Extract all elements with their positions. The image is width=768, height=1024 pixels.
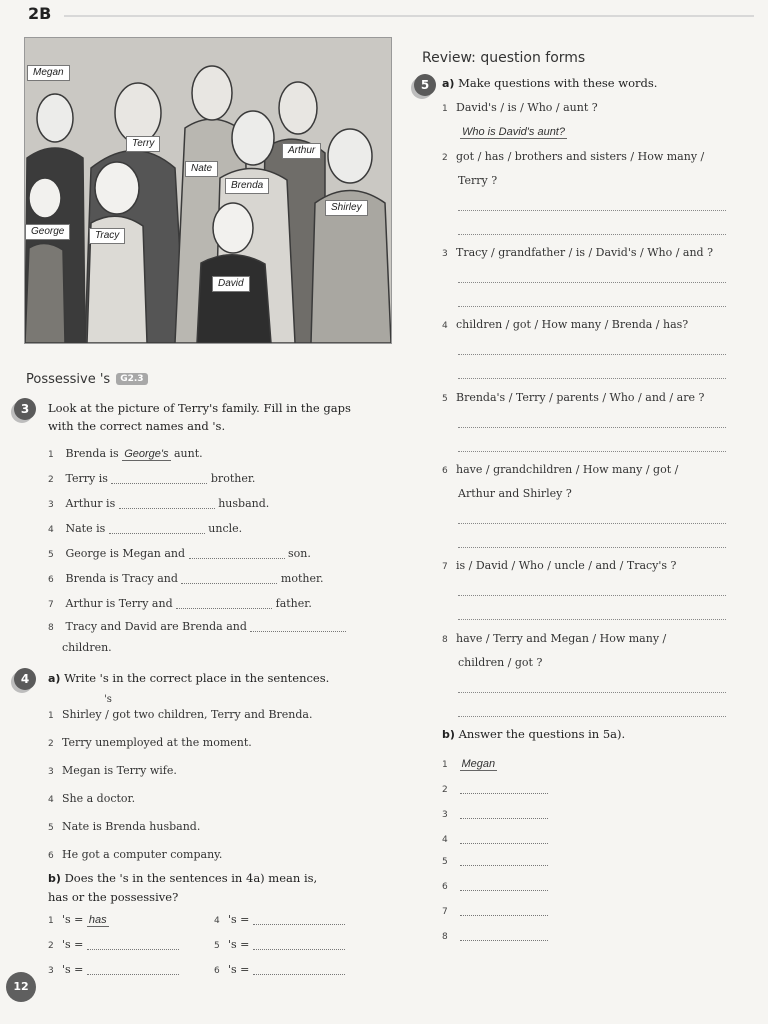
item-text-end: mother.: [280, 572, 324, 585]
label-george: George: [25, 224, 70, 240]
sample-answer: George's: [124, 448, 169, 460]
question-words: Brenda's / Terry / parents / Who / and / are ?: [456, 391, 705, 404]
item-number: 5: [442, 857, 448, 867]
ex5-item: [442, 558, 676, 575]
label-david: David: [212, 276, 250, 292]
label-arthur: Arthur: [282, 143, 321, 159]
ex3-item: [48, 471, 255, 488]
item-number: 5: [442, 394, 448, 404]
answer-blank[interactable]: [181, 573, 277, 584]
sample-answer: has: [88, 914, 107, 926]
answer-line[interactable]: [458, 306, 726, 307]
ex4-sentence: [48, 819, 200, 836]
ex4b-answer: [48, 962, 179, 979]
exercise-4a-instruction: [48, 669, 368, 688]
exercise-5b-instruction: [442, 725, 742, 744]
sentence-text: Nate is Brenda husband.: [62, 820, 201, 833]
item-number: 6: [442, 466, 448, 476]
ex5-item: [442, 100, 598, 117]
item-number: 5: [48, 823, 54, 833]
ex5-item: [442, 631, 666, 648]
item-number: 1: [48, 450, 54, 460]
item-text: Terry is: [65, 472, 108, 485]
ex3-item: [48, 521, 242, 538]
answer-line[interactable]: [458, 282, 726, 283]
item-text: Nate is: [65, 522, 106, 535]
answer-line[interactable]: [458, 210, 726, 211]
label-nate: Nate: [185, 161, 218, 177]
answer-line[interactable]: [458, 234, 726, 235]
item-number: 5: [48, 550, 54, 560]
page-number: 12: [6, 972, 36, 1002]
sentence-text: Terry unemployed at the moment.: [62, 736, 252, 749]
grammar-ref-tag: G2.3: [116, 373, 147, 385]
label-tracy: Tracy: [89, 228, 125, 244]
sentence-text: She a doctor.: [62, 792, 136, 805]
ex4-sentence: [48, 735, 252, 752]
ex5b-answer: [442, 853, 548, 870]
possessive-heading: [26, 372, 148, 387]
instruction-text: Make questions with these words.: [458, 76, 658, 90]
answer-line[interactable]: [458, 523, 726, 524]
item-number: 7: [442, 562, 448, 572]
answer-line[interactable]: [458, 427, 726, 428]
item-number: 3: [48, 966, 54, 976]
answer-blank[interactable]: [253, 939, 345, 950]
exercise-3-badge: 3: [14, 398, 36, 420]
instruction-text: Does the 's in the sentences in 4a) mean is, has or the possessive?: [48, 871, 318, 904]
answer-blank[interactable]: [460, 808, 548, 819]
item-number: 3: [48, 767, 54, 777]
ex5b-answer: [442, 806, 548, 823]
ex5-item-continuation: Arthur and Shirley ?: [458, 487, 572, 500]
item-number: 6: [48, 851, 54, 861]
ex5b-answer: [442, 831, 548, 848]
family-drawing: [25, 38, 391, 343]
answer-line[interactable]: [458, 378, 726, 379]
question-words: David's / is / Who / aunt ?: [456, 101, 598, 114]
family-illustration: [24, 37, 392, 344]
item-number: 3: [442, 810, 448, 820]
item-number: 8: [442, 932, 448, 942]
item-number: 8: [442, 635, 448, 645]
ex4b-answer: [214, 962, 345, 979]
item-number: 4: [214, 916, 220, 926]
sample-answer: Megan: [461, 758, 496, 770]
item-text: Arthur is: [65, 497, 116, 510]
item-text: George is Megan and: [65, 547, 186, 560]
label-megan: Megan: [27, 65, 70, 81]
item-text-end: husband.: [218, 497, 270, 510]
sentence-text: He got a computer company.: [62, 848, 223, 861]
label-terry: Terry: [126, 136, 160, 152]
answer-blank[interactable]: [250, 621, 346, 632]
item-number: 3: [442, 249, 448, 259]
item-text-end: aunt.: [174, 447, 203, 460]
answer-blank[interactable]: [189, 548, 285, 559]
ex5-item: [442, 245, 713, 262]
item-number: 3: [48, 500, 54, 510]
answer-line[interactable]: [458, 692, 726, 693]
item-text-end: uncle.: [208, 522, 243, 535]
ex3-item: [48, 571, 324, 588]
item-number: 1: [48, 916, 54, 926]
part-a-label: a): [48, 672, 61, 685]
exercise-5a-instruction: [442, 74, 742, 93]
answer-label: 's =: [62, 938, 84, 951]
part-b-label: b): [442, 728, 455, 741]
answer-blank[interactable]: [111, 473, 207, 484]
ex5b-answer: [442, 756, 497, 773]
answer-blank[interactable]: [460, 930, 548, 941]
ex4b-answer: [48, 937, 179, 954]
answer-label: 's =: [62, 963, 84, 976]
item-number: 5: [214, 941, 220, 951]
answer-blank[interactable]: [460, 855, 548, 866]
sample-answer: Who is David's aunt?: [462, 126, 565, 138]
item-number: 6: [214, 966, 220, 976]
item-number: 4: [442, 835, 448, 845]
answer-line[interactable]: [458, 619, 726, 620]
review-title: Review: question forms: [422, 50, 586, 66]
sentence-text: Megan is Terry wife.: [62, 764, 177, 777]
question-words: have / grandchildren / How many / got /: [456, 463, 679, 476]
ex4-sentence: [48, 763, 177, 780]
ex5-item: [442, 390, 704, 407]
answer-blank[interactable]: [87, 939, 179, 950]
ex5b-answer: [442, 903, 548, 920]
item-number: 1: [48, 711, 54, 721]
ex4b-answer: [214, 912, 345, 929]
answer-blank[interactable]: [109, 523, 205, 534]
answer-label: 's =: [228, 913, 250, 926]
exercise-3-instruction: Look at the picture of Terry's family. Fill in the gaps with the correct names and 's.: [48, 401, 351, 433]
item-number: 1: [442, 760, 448, 770]
item-number: 4: [48, 525, 54, 535]
item-text: Tracy and David are Brenda and: [65, 620, 247, 633]
item-number: 6: [48, 575, 54, 585]
ex4-sentence: [48, 847, 222, 864]
answer-blank[interactable]: [87, 964, 179, 975]
item-number: 2: [442, 785, 448, 795]
ex4b-answer: [214, 937, 345, 954]
answer-label: 's =: [228, 938, 250, 951]
possessive-title: Possessive 's: [26, 372, 111, 387]
label-brenda: Brenda: [225, 178, 269, 194]
ex3-item: [48, 596, 312, 613]
ex4b-answer: [48, 912, 109, 929]
question-words: got / has / brothers and sisters / How many /: [456, 150, 705, 163]
answer-line[interactable]: [458, 547, 726, 548]
question-words: is / David / Who / uncle / and / Tracy's ?: [456, 559, 677, 572]
ex3-item: [48, 446, 203, 463]
instruction-text: Write 's in the correct place in the sentences.: [64, 671, 330, 685]
item-number: 2: [48, 941, 54, 951]
apostrophe-s-mark: 's: [104, 694, 112, 705]
ex3-item: [48, 546, 311, 563]
ex4-sentence: [48, 791, 135, 808]
item-text: Brenda is Tracy and: [65, 572, 178, 585]
answer-blank[interactable]: [253, 964, 345, 975]
answer-line[interactable]: [458, 595, 726, 596]
item-number: 2: [48, 475, 54, 485]
ex3-item-continuation: children.: [62, 641, 112, 654]
unit-number: 2B: [28, 4, 52, 23]
item-number: 6: [442, 882, 448, 892]
item-number: 7: [48, 600, 54, 610]
question-words: children / got / How many / Brenda / has?: [456, 318, 689, 331]
label-shirley: Shirley: [325, 200, 368, 216]
answer-blank[interactable]: [253, 914, 345, 925]
item-number: 2: [48, 739, 54, 749]
ex5-sample-answer: [460, 124, 567, 140]
sentence-text: Shirley / got two children, Terry and Brenda.: [62, 708, 313, 721]
ex5-item-continuation: children / got ?: [458, 656, 543, 669]
item-number: 2: [442, 153, 448, 163]
answer-blank[interactable]: [460, 783, 548, 794]
answer-label: 's =: [228, 963, 250, 976]
instruction-text: Answer the questions in 5a).: [458, 727, 626, 741]
ex5b-answer: [442, 878, 548, 895]
answer-blank[interactable]: [460, 833, 548, 844]
item-number: 8: [48, 623, 54, 633]
ex5-item: [442, 149, 704, 166]
item-text: Brenda is: [65, 447, 119, 460]
item-number: 7: [442, 907, 448, 917]
answer-line[interactable]: [458, 451, 726, 452]
item-text-end: son.: [288, 547, 311, 560]
ex5-item: [442, 317, 688, 334]
header-rule: [64, 15, 754, 17]
ex5-item-continuation: Terry ?: [458, 174, 498, 187]
answer-blank[interactable]: [119, 498, 215, 509]
ex5b-answer: [442, 781, 548, 798]
ex3-item: [48, 496, 269, 513]
exercise-4b-instruction: [48, 869, 338, 906]
answer-label: 's =: [62, 913, 84, 926]
part-a-label: a): [442, 77, 455, 90]
item-number: 4: [48, 795, 54, 805]
item-text: Arthur is Terry and: [65, 597, 173, 610]
ex5b-answer: [442, 928, 548, 945]
exercise-5-badge: 5: [414, 74, 436, 96]
item-number: 4: [442, 321, 448, 331]
part-b-label: b): [48, 872, 61, 885]
ex4-sentence: [48, 707, 312, 724]
answer-line[interactable]: [458, 716, 726, 717]
answer-blank[interactable]: [460, 905, 548, 916]
question-words: Tracy / grandfather / is / David's / Who / and ?: [456, 246, 713, 259]
item-number: 1: [442, 104, 448, 114]
answer-blank[interactable]: [176, 598, 272, 609]
answer-line[interactable]: [458, 354, 726, 355]
exercise-4-badge: 4: [14, 668, 36, 690]
ex5-item: [442, 462, 678, 479]
ex3-item: [48, 619, 346, 636]
item-text-end: brother.: [210, 472, 256, 485]
question-words: have / Terry and Megan / How many /: [456, 632, 667, 645]
answer-blank[interactable]: [460, 880, 548, 891]
item-text-end: father.: [275, 597, 312, 610]
